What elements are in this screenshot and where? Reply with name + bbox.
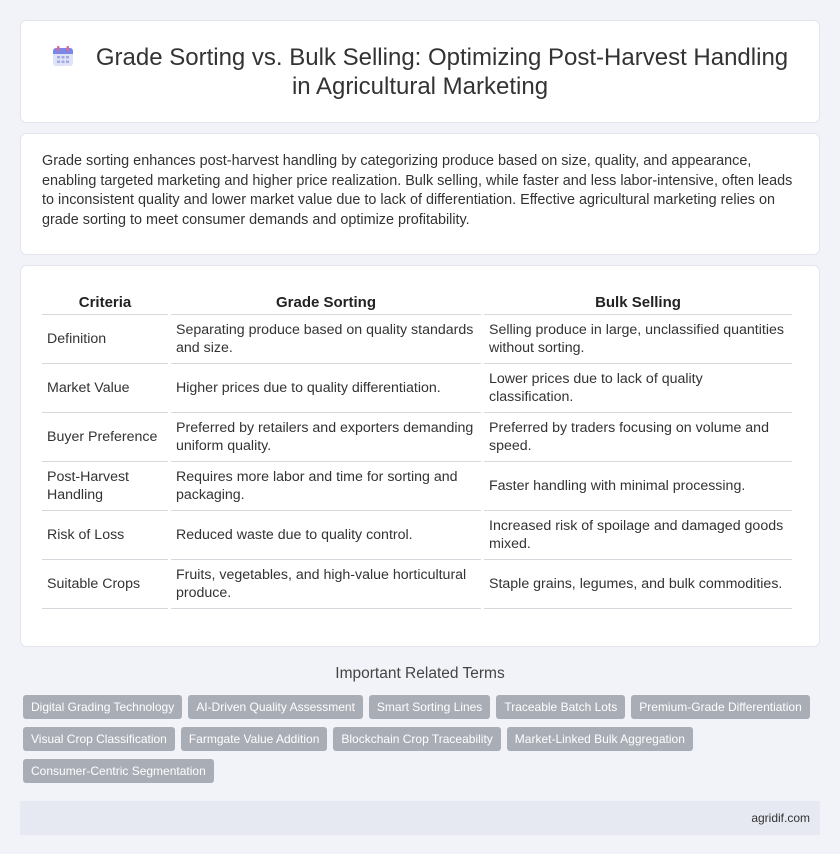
bulk-selling-cell: Increased risk of spoilage and damaged goods mixed.	[484, 511, 792, 560]
related-term-tag[interactable]: Farmgate Value Addition	[181, 727, 328, 751]
table-row	[42, 413, 792, 462]
grade-sorting-cell: Separating produce based on quality standards and size.	[171, 315, 481, 364]
table-row	[42, 364, 792, 413]
comparison-card	[20, 265, 820, 647]
table-row	[42, 462, 792, 511]
criteria-cell: Suitable Crops	[42, 560, 168, 609]
header-criteria: Criteria	[42, 284, 168, 315]
footer	[20, 801, 820, 835]
table-row	[42, 511, 792, 560]
related-terms-section	[20, 665, 820, 783]
calendar-icon	[52, 45, 74, 67]
related-term-tag[interactable]: AI-Driven Quality Assessment	[188, 695, 363, 719]
table-row	[42, 315, 792, 364]
criteria-cell: Market Value	[42, 364, 168, 413]
header-grade-sorting: Grade Sorting	[171, 284, 481, 315]
related-terms-title: Important Related Terms	[335, 665, 505, 682]
grade-sorting-cell: Fruits, vegetables, and high-value horticultural produce.	[171, 560, 481, 609]
grade-sorting-cell: Higher prices due to quality differentiation.	[171, 364, 481, 413]
grade-sorting-cell: Reduced waste due to quality control.	[171, 511, 481, 560]
intro-card	[20, 133, 820, 255]
table-header-row	[42, 284, 792, 315]
bulk-selling-cell: Selling produce in large, unclassified quantities without sorting.	[484, 315, 792, 364]
bulk-selling-cell: Faster handling with minimal processing.	[484, 462, 792, 511]
bulk-selling-cell: Preferred by traders focusing on volume and speed.	[484, 413, 792, 462]
criteria-cell: Buyer Preference	[42, 413, 168, 462]
grade-sorting-cell: Requires more labor and time for sorting and packaging.	[171, 462, 481, 511]
related-term-tag[interactable]: Traceable Batch Lots	[496, 695, 625, 719]
comparison-table	[39, 284, 795, 609]
criteria-cell: Risk of Loss	[42, 511, 168, 560]
page-title	[51, 43, 789, 101]
table-row	[42, 560, 792, 609]
page-title-text: Grade Sorting vs. Bulk Selling: Optimizing Post-Harvest Handling in Agricultural Marketing	[95, 43, 789, 100]
criteria-cell: Post-Harvest Handling	[42, 462, 168, 511]
header-bulk-selling: Bulk Selling	[484, 284, 792, 315]
related-term-tag[interactable]: Market-Linked Bulk Aggregation	[507, 727, 693, 751]
related-terms-tags	[20, 695, 820, 783]
intro-paragraph: Grade sorting enhances post-harvest handling by categorizing produce based on size, quality, and appearance, enabling targeted marketing and higher price realization. Bulk selling, while faster and less labor-intensive, often leads to inconsistent quality and lower market value due to lack of differentiation. Effective agricultural marketing relies on grade sorting to meet consumer demands and optimize profitability.	[42, 153, 793, 228]
title-card	[20, 20, 820, 123]
criteria-cell: Definition	[42, 315, 168, 364]
related-term-tag[interactable]: Blockchain Crop Traceability	[333, 727, 500, 751]
bulk-selling-cell: Lower prices due to lack of quality classification.	[484, 364, 792, 413]
bulk-selling-cell: Staple grains, legumes, and bulk commodities.	[484, 560, 792, 609]
footer-site-link[interactable]: agridif.com	[751, 811, 810, 825]
related-term-tag[interactable]: Visual Crop Classification	[23, 727, 175, 751]
related-term-tag[interactable]: Smart Sorting Lines	[369, 695, 490, 719]
related-term-tag[interactable]: Digital Grading Technology	[23, 695, 182, 719]
related-term-tag[interactable]: Consumer-Centric Segmentation	[23, 759, 214, 783]
grade-sorting-cell: Preferred by retailers and exporters demanding uniform quality.	[171, 413, 481, 462]
related-term-tag[interactable]: Premium-Grade Differentiation	[631, 695, 810, 719]
